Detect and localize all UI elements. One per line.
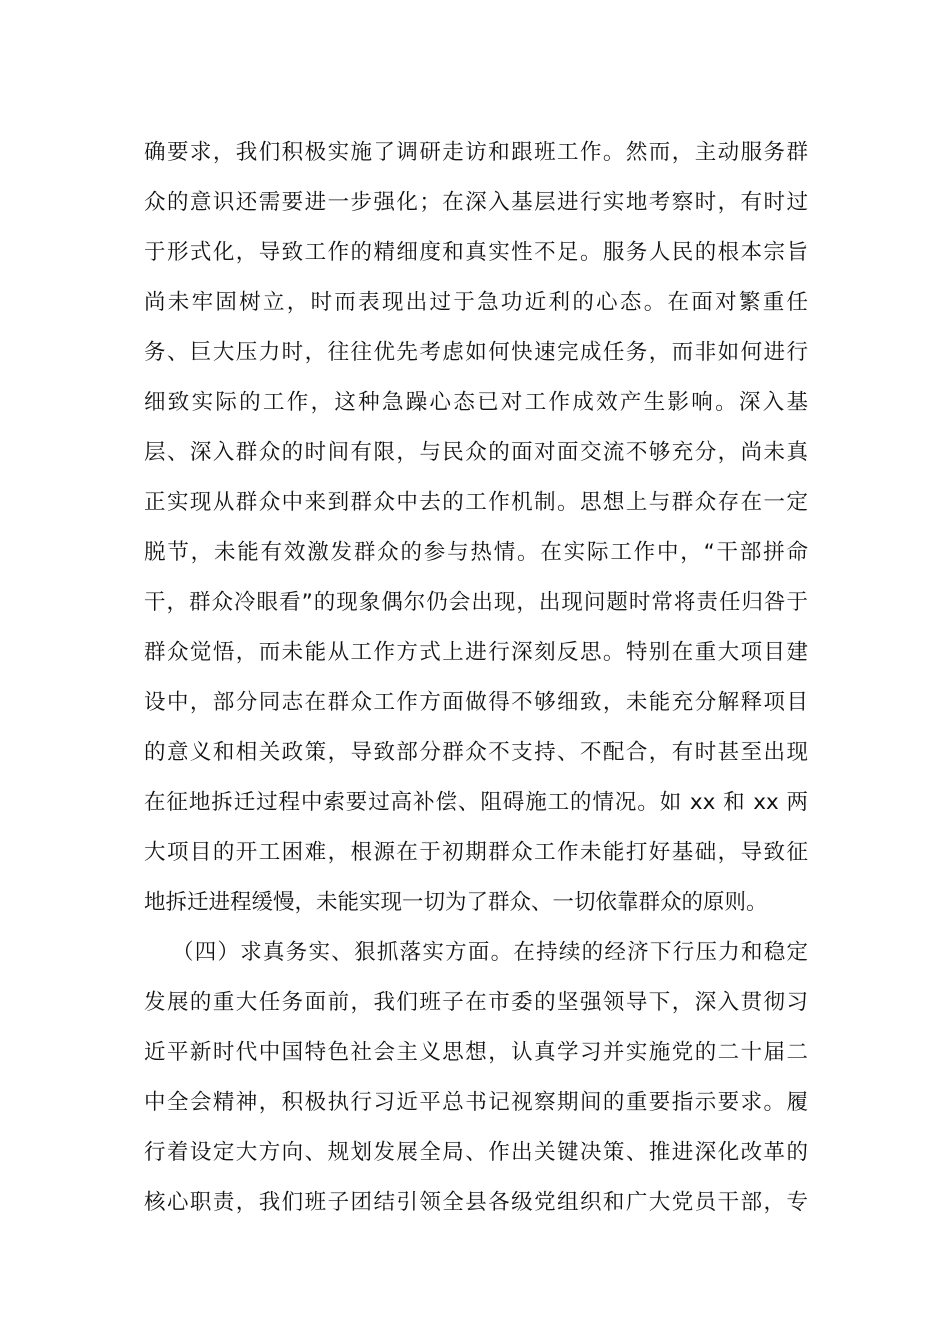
paragraph-2-line-5: 行着设定大方向、规划发展全局、作出关键决策、推进深化改革的 <box>144 1140 808 1165</box>
paragraph-1-line-10: 干，群众冷眼看”的现象偶尔仍会出现，出现问题时常将责任归咎于 <box>144 590 808 615</box>
paragraph-1-line-5: 务、巨大压力时，往往优先考虑如何快速完成任务，而非如何进行 <box>144 340 808 365</box>
paragraph-1-line-3: 于形式化，导致工作的精细度和真实性不足。服务人民的根本宗旨 <box>144 240 808 265</box>
body-text <box>144 128 808 1228</box>
paragraph-1-line-8: 正实现从群众中来到群众中去的工作机制。思想上与群众存在一定 <box>144 490 808 515</box>
paragraph-1-line-15: 大项目的开工困难，根源在于初期群众工作未能打好基础，导致征 <box>144 840 808 865</box>
paragraph-1-line-11: 群众觉悟，而未能从工作方式上进行深刻反思。特别在重大项目建 <box>144 640 808 665</box>
paragraph-1-line-6: 细致实际的工作，这种急躁心态已对工作成效产生影响。深入基 <box>144 390 808 415</box>
paragraph-1-line-12: 设中，部分同志在群众工作方面做得不够细致，未能充分解释项目 <box>144 690 808 715</box>
paragraph-1-line-1: 确要求，我们积极实施了调研走访和跟班工作。然而，主动服务群 <box>144 140 808 165</box>
paragraph-1-line-7: 层、深入群众的时间有限，与民众的面对面交流不够充分，尚未真 <box>144 440 808 465</box>
paragraph-1-line-16: 地拆迁进程缓慢，未能实现一切为了群众、一切依靠群众的原则。 <box>144 890 768 915</box>
paragraph-1-line-2: 众的意识还需要进一步强化；在深入基层进行实地考察时，有时过 <box>144 190 808 215</box>
paragraph-1-line-13: 的意义和相关政策，导致部分群众不支持、不配合，有时甚至出现 <box>144 740 808 765</box>
paragraph-1-line-4: 尚未牢固树立，时而表现出过于急功近利的心态。在面对繁重任 <box>144 290 808 315</box>
paragraph-2-line-2: 发展的重大任务面前，我们班子在市委的坚强领导下，深入贯彻习 <box>144 990 808 1015</box>
paragraph-2-line-6: 核心职责，我们班子团结引领全县各级党组织和广大党员干部，专 <box>144 1190 808 1215</box>
paragraph-1-line-14: 在征地拆迁过程中索要过高补偿、阻碍施工的情况。如 xx 和 xx 两 <box>144 790 808 815</box>
paragraph-2-line-1: （四）求真务实、狠抓落实方面。在持续的经济下行压力和稳定 <box>172 940 808 965</box>
paragraph-2-line-4: 中全会精神，积极执行习近平总书记视察期间的重要指示要求。履 <box>144 1090 808 1115</box>
paragraph-2-line-3: 近平新时代中国特色社会主义思想，认真学习并实施党的二十届二 <box>144 1040 808 1065</box>
paragraph-1-line-9: 脱节，未能有效激发群众的参与热情。在实际工作中，“干部拼命 <box>144 540 808 565</box>
